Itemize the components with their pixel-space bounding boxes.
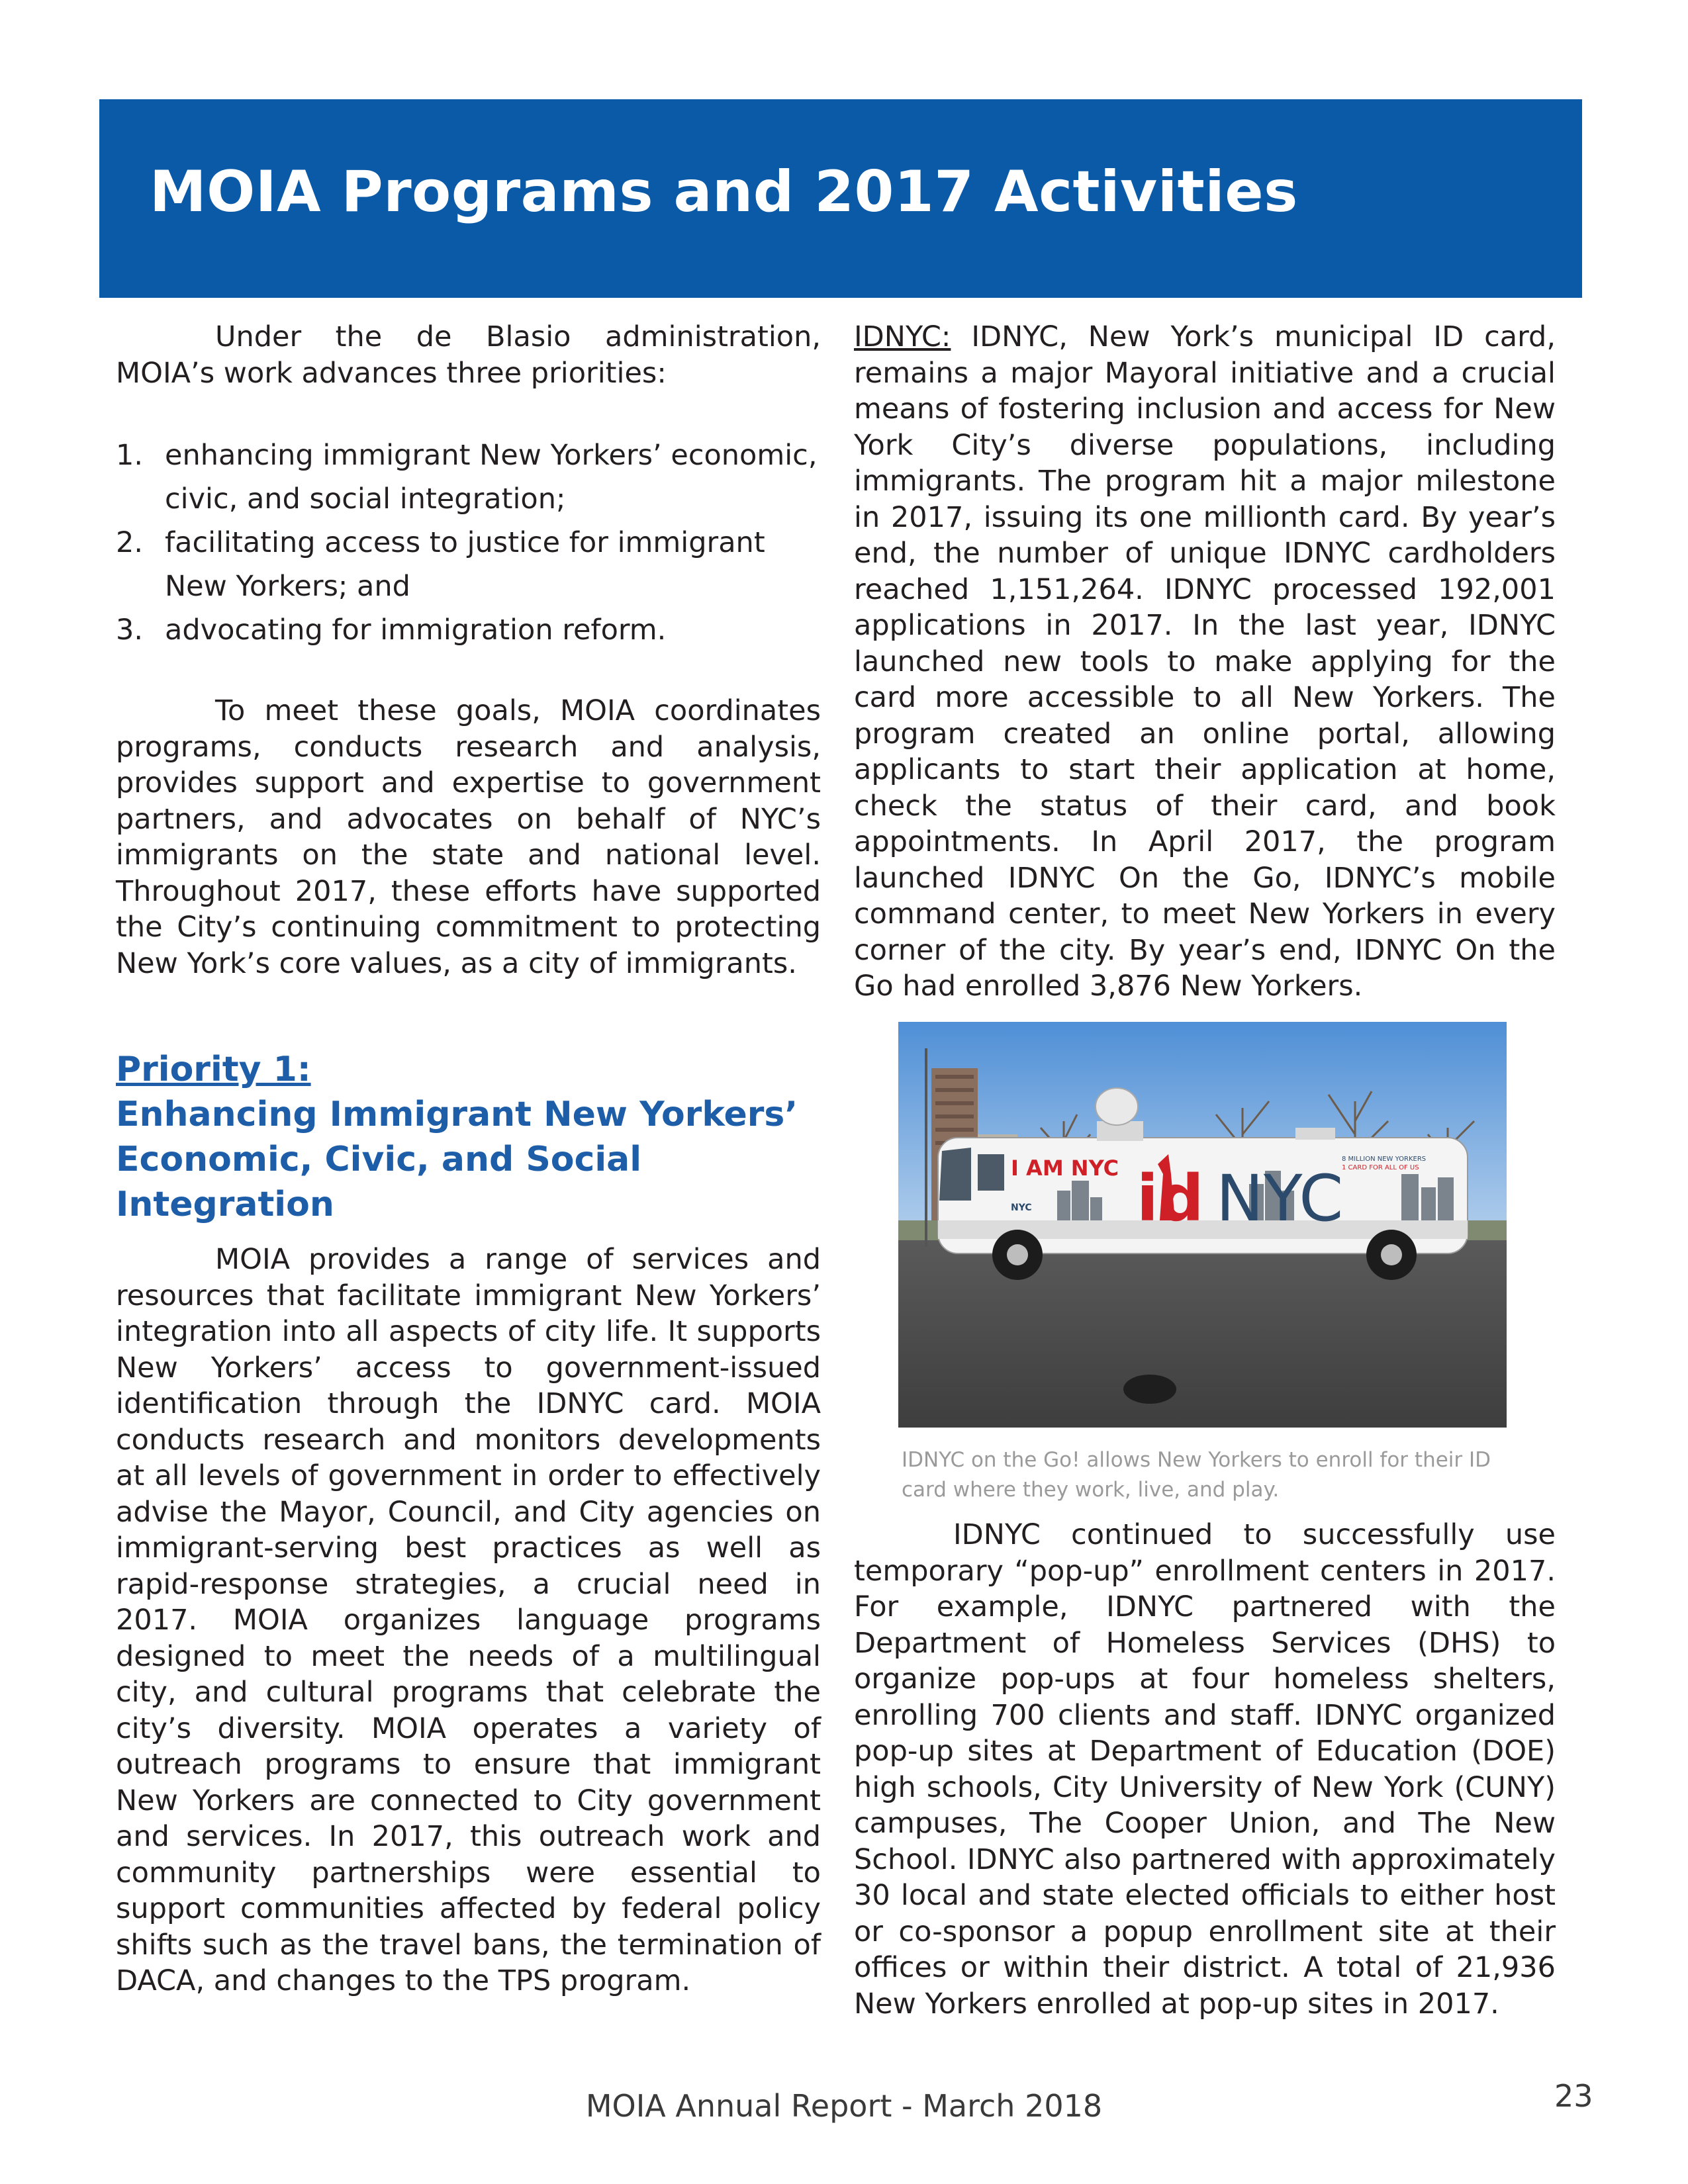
idnyc-paragraph-1: IDNYC: IDNYC, New York’s municipal ID card, remains a major Mayoral initiative and a crucial means of fostering inclusion and access for New York City’s diverse populations, including immigrants. The program hit a major milestone in 2017, issuing its one millionth card. By year’s end, the number of unique IDNYC cardholders reached 1,151,264. IDNYC processed 192,001 applications in 2017. In the last year, IDNYC launched new tools to make applying for the card more accessible to all New Yorkers. The program created an online portal, allowing applicants to start their application at home, check the status of their card, and book appointments. In April 2017, the program launched IDNYC On the Go, IDNYC’s mobile command center, to meet New Yorkers in every corner of the city. By year’s end, IDNYC On the Go had enrolled 3,876 New Yorkers.: [854, 320, 1556, 1003]
list-item: 2. facilitating access to justice for immigrant New Yorkers; and: [116, 526, 765, 603]
svg-text:1 CARD FOR ALL OF US: 1 CARD FOR ALL OF US: [1342, 1164, 1419, 1171]
svg-text:8 MILLION NEW YORKERS: 8 MILLION NEW YORKERS: [1342, 1156, 1427, 1163]
priority-1-section: [116, 1242, 821, 1999]
popup-section: [854, 1517, 1556, 2022]
idnyc-label: IDNYC:: [854, 320, 951, 353]
idnyc-bus-photo: [898, 1022, 1507, 1428]
priority-1-body: MOIA provides a range of services and resources that facilitate immigrant New Yorkers’ integration into all aspects of city life. It supports New Yorkers’ access to government-issued identification through the IDNYC card. MOIA conducts research and monitors developments at all levels of government in order to effectively advise the Mayor, Council, and City agencies on immigrant-serving best practices as well as rapid-response strategies, a crucial need in 2017. MOIA organizes language programs designed to meet the needs of a multilingual city, and cultural programs that celebrate the city’s diversity. MOIA operates a variety of outreach programs to ensure that immigrant New Yorkers are connected to City government and services. In 2017, this outreach work and community partnerships were essential to support communities affected by federal policy shifts such as the travel bans, the termination of DACA, and changes to the TPS program.: [116, 1243, 821, 1997]
svg-text:NYC: NYC: [1216, 1161, 1344, 1236]
priority-1-heading: [116, 1047, 821, 1227]
goals-paragraph: To meet these goals, MOIA coordinates programs, conducts research and analysis, provides support and expertise to government partners, and advocates on behalf of NYC’s immigrants on the state and national level. Throughout 2017, these efforts have supported the City’s continuing commitment to protecting New York’s core values, as a city of immigrants.: [116, 694, 821, 980]
svg-text:NYC: NYC: [1011, 1203, 1032, 1213]
priority-1-title: Enhancing Immigrant New Yorkers’ Economic, Civic, and Social Integration: [116, 1095, 798, 1224]
list-item: 3. advocating for immigration reform.: [116, 614, 667, 647]
page-number: 23: [1554, 2078, 1593, 2114]
intro-lead: Under the de Blasio administration, MOIA’s work advances three priorities:: [116, 320, 821, 390]
svg-text:I AM NYC: I AM NYC: [1011, 1156, 1119, 1181]
intro-section: [116, 319, 821, 981]
idnyc-paragraph-2: IDNYC continued to successfully use temporary “pop-up” enrollment centers in 2017. For example, IDNYC partnered with the Department of Homeless Services (DHS) to organize pop-ups at four homeless shelters, enrolling 700 clients and staff. IDNYC organized pop-up sites at Department of Education (DOE) high schools, City University of New York (CUNY) campuses, The Cooper Union, and The New School. IDNYC also partnered with approximately 30 local and state elected officials to either host or co-sponsor a popup enrollment site at their offices or within their district. A total of 21,936 New Yorkers enrolled at pop-up sites in 2017.: [854, 1518, 1556, 2021]
list-item: 1. enhancing immigrant New Yorkers’ economic, civic, and social integration;: [116, 439, 818, 516]
title-banner: [99, 99, 1582, 298]
priorities-list: [116, 433, 821, 652]
photo-caption: IDNYC on the Go! allows New Yorkers to enroll for their ID card where they work, live, and play.: [902, 1448, 1491, 1502]
idnyc-section: [854, 319, 1556, 1005]
page-title: MOIA Programs and 2017 Activities: [150, 159, 1298, 225]
footer-text: MOIA Annual Report - March 2018: [585, 2088, 1103, 2124]
svg-text:id: id: [1137, 1161, 1204, 1236]
priority-1-label: Priority 1:: [116, 1050, 311, 1089]
